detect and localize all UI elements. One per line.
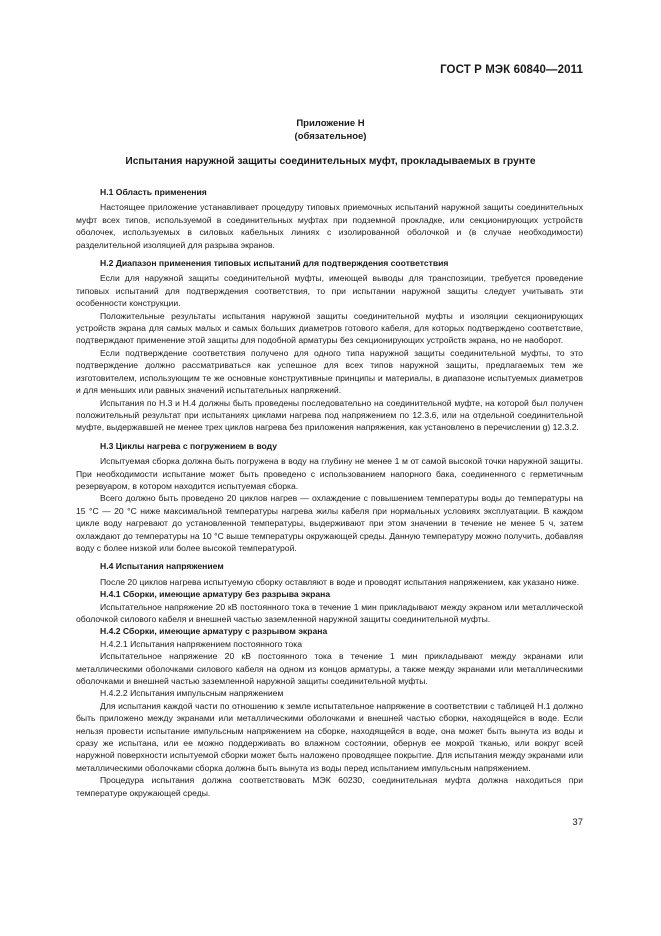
standard-header: ГОСТ Р МЭК 60840—2011 bbox=[440, 64, 583, 76]
section-heading-h1: Н.1 Область применения bbox=[100, 187, 207, 197]
subsection-heading-h422: Н.4.2.2 Испытания импульсным напряжением bbox=[100, 688, 284, 699]
paragraph: Для испытания каждой части по отношению к земле испытательное напряжение в соответствии с таблицей Н.1 должно быть приложено между экранами или металлическими оболочками и внешней частью сборки, находящейся в воде. Если нельзя провести испытание импульсным напряжением на сборке, находящейся в воде, она может быть вынута из воды и сразу же испытана, или ее можно поддерживать во влажном состоянии, обернув ее мокрой тканью, или вокруг всей наружной поверхности испытуемой сборки может быть наложено проводящее покрытие. Для испытания между экранами или металлическими оболочками сборка должна быть вынута из воды перед испытанием импульсным напряжением. bbox=[76, 700, 583, 773]
paragraph: Если для наружной защиты соединительной муфты, имеющей выводы для транспозиции, требуется проведение типовых испытаний для подтверждения соответствия, то при испытании наружной защиты следует учитывать эти особенности конструкции. bbox=[76, 273, 583, 309]
section-heading-h4: Н.4 Испытания напряжением bbox=[100, 561, 224, 572]
paragraph: Испытательное напряжение 20 кВ постоянного тока в течение 1 мин прикладывают между экранами или металлическими оболочками силового кабеля на одном из концов арматуры, а также между экранами или металлическими оболочками и внешней частью заземленной наружной защиты соединительной муфты. bbox=[76, 651, 583, 687]
appendix-title: Приложение Н bbox=[296, 118, 365, 129]
paragraph: Положительные результаты испытания наружной защиты соединительной муфты и изоляции секционирующих устройств экрана для самых малых и самых больших диаметров готового кабеля, для которых подтверждено соответствие, подтверждают применение этой защиты для подобной арматуры без секционирующих устройств экрана, но не наоборот. bbox=[76, 310, 583, 346]
page-number: 37 bbox=[572, 817, 583, 828]
paragraph: Настоящее приложение устанавливает процедуру типовых приемочных испытаний наружной защиты соединительных муфт всех типов, используемой в соединительных муфтах при подземной прокладке, или секционирующих устройств оболочек, используемых в силовых кабельных линиях с изолированной оболочкой и (в случае необходимости) разделительной изоляцией для разрыва экранов. bbox=[76, 202, 583, 250]
section-heading-h3: Н.3 Циклы нагрева с погружением в воду bbox=[100, 440, 277, 451]
section-heading-h2: Н.2 Диапазон применения типовых испытаний для подтверждения соответствия bbox=[100, 258, 449, 269]
paragraph: Испытания по Н.3 и Н.4 должны быть проведены последовательно на соединительной муфте, на которой был получен положительный результат при испытаниях циклами нагрева под напряжением по 12.3.6, или на отдельной соединительной муфте, выдержавшей не менее трех циклов нагрева без приложения напряжения, как установлено в перечислении g) 12.3.2. bbox=[76, 397, 583, 433]
subsection-heading-h41: Н.4.1 Сборки, имеющие арматуру без разрыва экрана bbox=[100, 589, 331, 600]
paragraph: Если подтверждение соответствия получено для одного типа наружной защиты соединительной муфты, то это подтверждение должно рассматриваться как успешное для всех типов наружной защиты, предлагаемых тем же изготовителем, использующим те же основные конструктивные принципы и материалы, в диапазоне испытуемых диаметров и для меньших или равных значений испытательных напряжений. bbox=[76, 347, 583, 396]
subsection-heading-h421: Н.4.2.1 Испытания напряжением постоянного тока bbox=[100, 638, 303, 649]
appendix-subtitle: (обязательное) bbox=[294, 131, 367, 142]
paragraph: Испытательное напряжение 20 кВ постоянного тока в течение 1 мин прикладывают между экраном или металлической оболочкой силового кабеля и внешней частью заземленной наружной защиты соединительной муфты. bbox=[76, 601, 583, 624]
paragraph: После 20 циклов нагрева испытуемую сборку оставляют в воде и проводят испытания напряжением, как указано ниже. bbox=[100, 576, 580, 587]
document-body bbox=[76, 184, 583, 799]
subsection-heading-h42: Н.4.2 Сборки, имеющие арматуру с разрывом экрана bbox=[100, 626, 328, 637]
paragraph: Процедура испытания должна соответствовать МЭК 60230, соединительная муфта должна находиться при температуре окружающей среды. bbox=[76, 775, 583, 798]
paragraph: Всего должно быть проведено 20 циклов нагрев — охлаждение с повышением температуры воды до температуры на 15 °C — 20 °C ниже максимальной температуры нагрева жилы кабеля при нормальных условиях эксплуатации. В каждом цикле воду нагревают до установленной температуры, выдерживают при этом значении в течение не менее 5 ч, затем охлаждают до температуры на 10 °C выше температуры окружающей среды. Данную температуру можно получить, добавляя воду с более низкой или более высокой температурой. bbox=[76, 493, 583, 553]
document-title: Испытания наружной защиты соединительных муфт, прокладываемых в грунте bbox=[125, 156, 536, 167]
paragraph: Испытуемая сборка должна быть погружена в воду на глубину не менее 1 м от самой высокой точки наружной защиты. При необходимости испытание может быть проведено с использованием напорного бака, соединенного с герметичным резервуаром, в котором находится испытуемая сборка. bbox=[76, 456, 583, 491]
